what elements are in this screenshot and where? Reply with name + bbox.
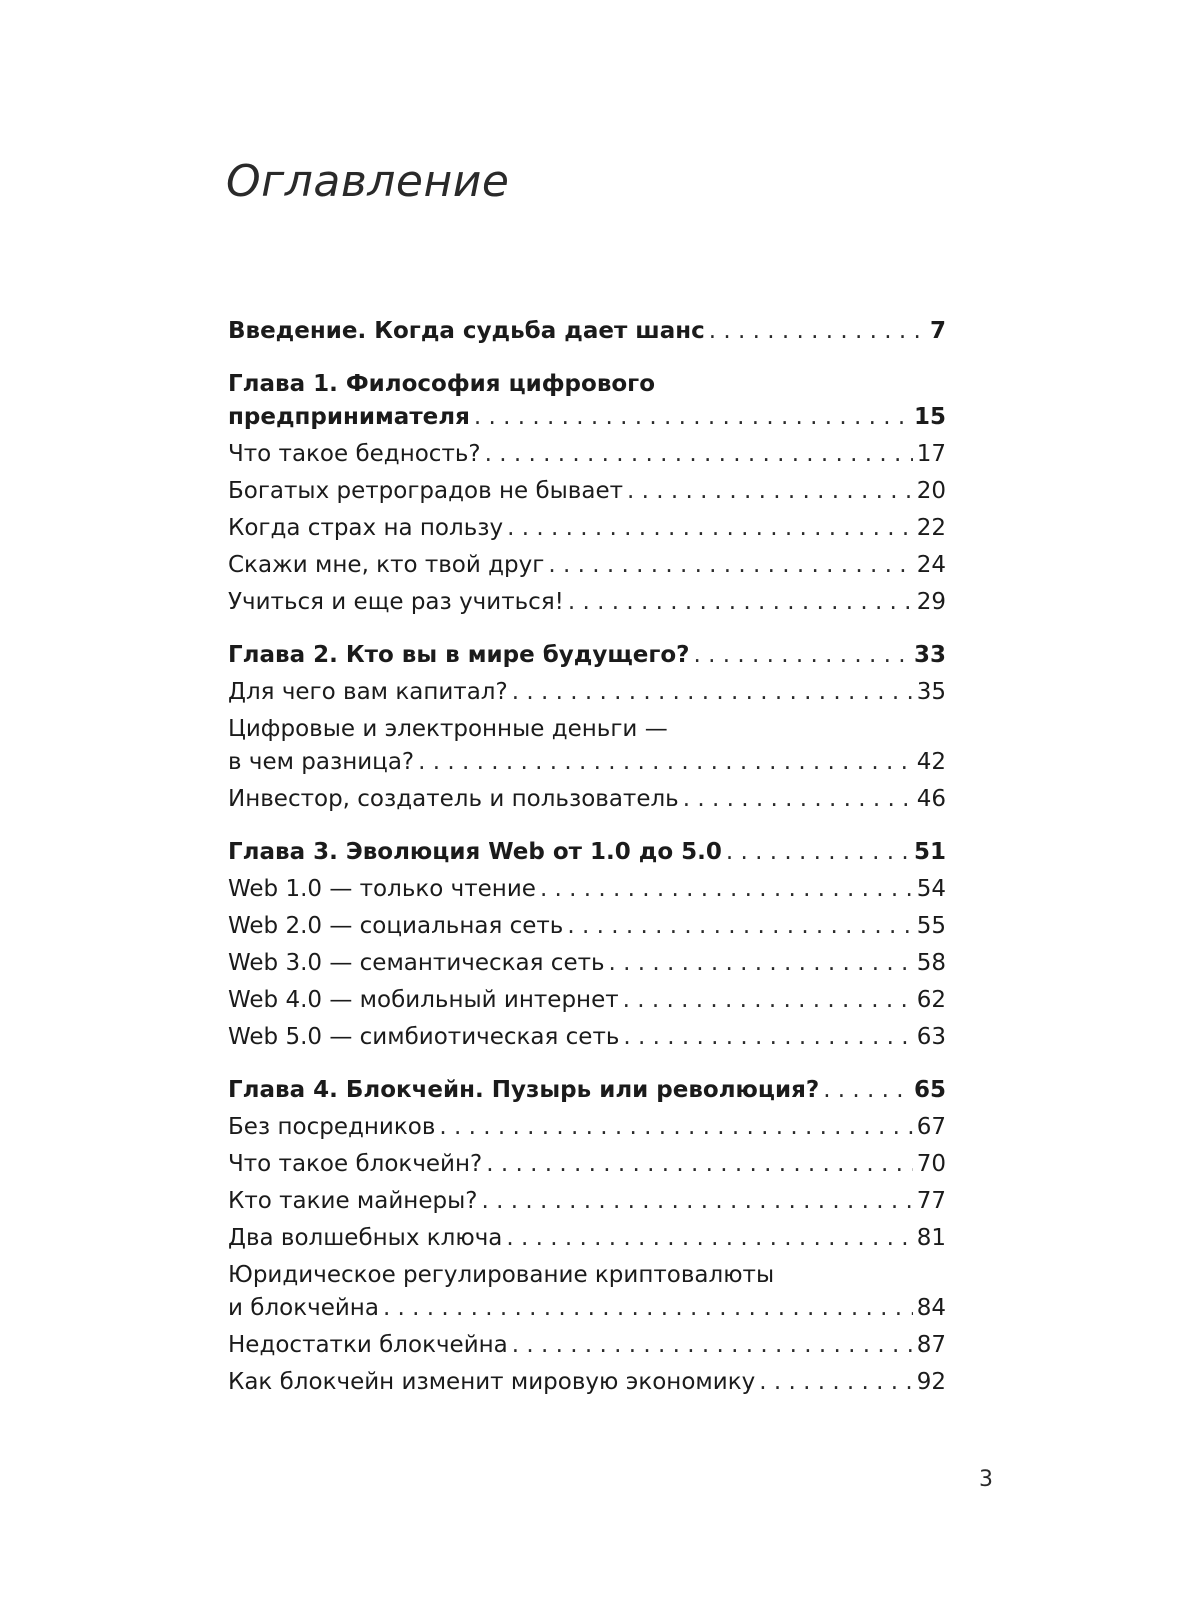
toc-entry-title: Недостатки блокчейна xyxy=(228,1332,508,1358)
dot-leader xyxy=(548,549,912,582)
toc-section-entry xyxy=(228,676,946,709)
toc-chapter-entry xyxy=(228,836,946,869)
toc-entry-page: 22 xyxy=(916,515,946,541)
dot-leader xyxy=(418,746,913,779)
toc-entry-title: Глава 3. Эволюция Web от 1.0 до 5.0 xyxy=(228,839,722,865)
toc-chapter-entry xyxy=(228,368,946,434)
toc-section-entry xyxy=(228,1021,946,1054)
toc-entry-title: Web 2.0 — социальная сеть xyxy=(228,913,564,939)
toc-entry-title-first-line: Цифровые и электронные деньги — xyxy=(228,716,668,742)
toc-entry-page: 77 xyxy=(916,1188,946,1214)
dot-leader xyxy=(512,676,913,709)
toc-section-entry xyxy=(228,438,946,471)
toc-entry-title: Когда страх на пользу xyxy=(228,515,504,541)
toc-section-entry xyxy=(228,1259,946,1325)
toc-entry-title: Web 1.0 — только чтение xyxy=(228,876,536,902)
toc-entry-title: Без посредников xyxy=(228,1114,436,1140)
toc-section-entry xyxy=(228,1366,946,1399)
toc-section-entry xyxy=(228,475,946,508)
dot-leader xyxy=(474,401,910,434)
toc-entry-line xyxy=(228,746,946,779)
dot-leader xyxy=(485,438,913,471)
dot-leader xyxy=(567,910,912,943)
toc-entry-page: 20 xyxy=(916,478,946,504)
toc-entry-title-first-line: Юридическое регулирование криптовалюты xyxy=(228,1262,775,1288)
toc-chapter-entry xyxy=(228,315,946,348)
toc-entry-title: Как блокчейн изменит мировую экономику xyxy=(228,1369,756,1395)
dot-leader xyxy=(439,1111,912,1144)
toc-entry-title: Что такое бедность? xyxy=(228,441,481,467)
toc-entry-line xyxy=(228,1292,946,1325)
toc-entry-page: 67 xyxy=(916,1114,946,1140)
dot-leader xyxy=(694,639,910,672)
toc-entry-line xyxy=(228,1074,946,1107)
toc-entry-page: 29 xyxy=(916,589,946,615)
toc-entry-line xyxy=(228,438,946,471)
toc-chapter-entry xyxy=(228,1074,946,1107)
toc-section-entry xyxy=(228,984,946,1017)
toc-section-entry xyxy=(228,783,946,816)
toc-entry-title: и блокчейна xyxy=(228,1295,379,1321)
dot-leader xyxy=(709,315,926,348)
toc-entry-title: Учиться и еще раз учиться! xyxy=(228,589,564,615)
toc-section-entry xyxy=(228,1111,946,1144)
toc-entry-line xyxy=(228,512,946,545)
toc-entry-title-first-line: Глава 1. Философия цифрового xyxy=(228,371,655,397)
toc-entry-title: Введение. Когда судьба дает шанс xyxy=(228,318,705,344)
toc-section-entry xyxy=(228,713,946,779)
toc-entry-page: 46 xyxy=(916,786,946,812)
dot-leader xyxy=(726,836,910,869)
toc-entry-page: 24 xyxy=(916,552,946,578)
toc-entry-title: Web 5.0 — симбиотическая сеть xyxy=(228,1024,620,1050)
toc-entry-line xyxy=(228,549,946,582)
toc-entry-line xyxy=(228,676,946,709)
toc-entry-line xyxy=(228,1111,946,1144)
toc-entry-title: в чем разница? xyxy=(228,749,415,775)
toc-section-entry xyxy=(228,1148,946,1181)
dot-leader xyxy=(683,783,913,816)
dot-leader xyxy=(623,1021,912,1054)
toc-entry-page: 62 xyxy=(916,987,946,1013)
toc-section-entry xyxy=(228,549,946,582)
toc-entry-page: 55 xyxy=(916,913,946,939)
toc-chapter-entry xyxy=(228,639,946,672)
toc-entry-page: 58 xyxy=(916,950,946,976)
table-of-contents xyxy=(228,315,946,1403)
dot-leader xyxy=(383,1292,913,1325)
dot-leader xyxy=(823,1074,910,1107)
toc-entry-title: Что такое блокчейн? xyxy=(228,1151,483,1177)
toc-entry-line xyxy=(228,639,946,672)
dot-leader xyxy=(540,873,913,906)
toc-entry-line xyxy=(228,586,946,619)
toc-section-entry xyxy=(228,586,946,619)
toc-section-entry xyxy=(228,873,946,906)
dot-leader xyxy=(759,1366,913,1399)
toc-entry-title: Глава 4. Блокчейн. Пузырь или революция? xyxy=(228,1077,820,1103)
toc-entry-line xyxy=(228,984,946,1017)
toc-entry-page: 65 xyxy=(913,1077,946,1103)
toc-entry-title: Web 4.0 — мобильный интернет xyxy=(228,987,619,1013)
toc-entry-page: 87 xyxy=(916,1332,946,1358)
dot-leader xyxy=(568,586,913,619)
toc-entry-title: Web 3.0 — семантическая сеть xyxy=(228,950,605,976)
dot-leader xyxy=(623,984,913,1017)
toc-section-entry xyxy=(228,947,946,980)
toc-entry-line xyxy=(228,1366,946,1399)
toc-entry-title: Скажи мне, кто твой друг xyxy=(228,552,545,578)
toc-entry-title: Кто такие майнеры? xyxy=(228,1188,478,1214)
dot-leader xyxy=(627,475,913,508)
toc-entry-title: Инвестор, создатель и пользователь xyxy=(228,786,679,812)
toc-entry-page: 51 xyxy=(913,839,946,865)
toc-entry-line xyxy=(228,783,946,816)
toc-entry-page: 42 xyxy=(916,749,946,775)
toc-entry-line xyxy=(228,1021,946,1054)
toc-entry-page: 70 xyxy=(916,1151,946,1177)
dot-leader xyxy=(512,1329,913,1362)
page-number: 3 xyxy=(979,1467,993,1492)
toc-entry-line xyxy=(228,947,946,980)
toc-entry-page: 81 xyxy=(916,1225,946,1251)
toc-entry-page: 7 xyxy=(929,318,946,344)
toc-entry-page: 63 xyxy=(916,1024,946,1050)
dot-leader xyxy=(506,1222,912,1255)
toc-entry-line xyxy=(228,1185,946,1218)
page-title: Оглавление xyxy=(226,156,510,207)
toc-entry-page: 84 xyxy=(916,1295,946,1321)
toc-entry-page: 17 xyxy=(916,441,946,467)
dot-leader xyxy=(486,1148,912,1181)
toc-entry-line xyxy=(228,1329,946,1362)
toc-entry-title: Глава 2. Кто вы в мире будущего? xyxy=(228,642,690,668)
toc-entry-line xyxy=(228,1222,946,1255)
toc-entry-title: Для чего вам капитал? xyxy=(228,679,508,705)
toc-entry-page: 33 xyxy=(913,642,946,668)
dot-leader xyxy=(609,947,913,980)
toc-entry-title: Два волшебных ключа xyxy=(228,1225,503,1251)
toc-section-entry xyxy=(228,910,946,943)
toc-entry-line xyxy=(228,873,946,906)
toc-section-entry xyxy=(228,1329,946,1362)
dot-leader xyxy=(507,512,913,545)
toc-entry-line xyxy=(228,401,946,434)
toc-entry-page: 35 xyxy=(916,679,946,705)
toc-entry-line xyxy=(228,315,946,348)
toc-section-entry xyxy=(228,1222,946,1255)
toc-entry-line xyxy=(228,836,946,869)
toc-entry-page: 15 xyxy=(913,404,946,430)
dot-leader xyxy=(481,1185,912,1218)
toc-entry-page: 92 xyxy=(916,1369,946,1395)
toc-entry-page: 54 xyxy=(916,876,946,902)
toc-entry-title: предпринимателя xyxy=(228,404,470,430)
toc-entry-line xyxy=(228,475,946,508)
toc-section-entry xyxy=(228,1185,946,1218)
toc-entry-title: Богатых ретроградов не бывает xyxy=(228,478,623,504)
toc-section-entry xyxy=(228,512,946,545)
toc-entry-line xyxy=(228,1148,946,1181)
toc-entry-line xyxy=(228,910,946,943)
